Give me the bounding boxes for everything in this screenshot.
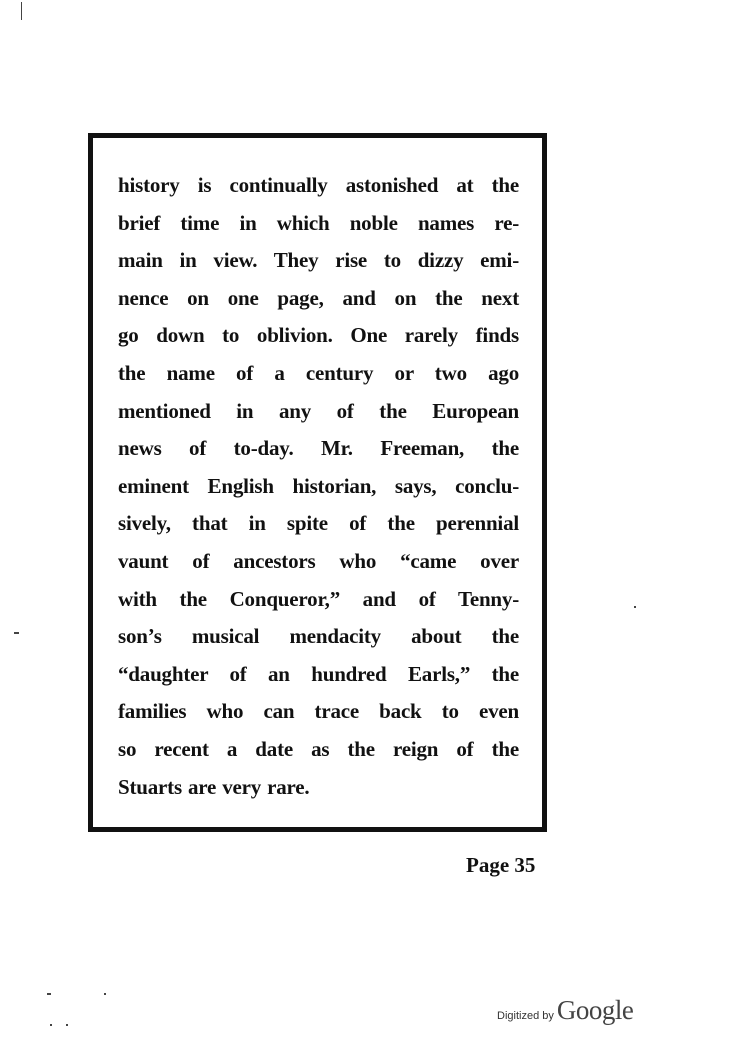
passage-line: eminent English historian, says, conclu- — [118, 473, 519, 498]
passage-line: news of to-day. Mr. Freeman, the — [118, 436, 519, 461]
scan-speck — [14, 632, 19, 634]
passage — [118, 170, 519, 809]
passage-line: so recent a date as the reign of the — [118, 736, 519, 761]
passage-line: nence on one page, and on the next — [118, 285, 519, 310]
passage-line: mentioned in any of the European — [118, 398, 519, 423]
passage-line: “daughter of an hundred Earls,” the — [118, 661, 519, 686]
page-number: Page 35 — [466, 853, 536, 877]
passage-line: main in view. They rise to dizzy emi- — [118, 248, 519, 273]
scan-speck — [50, 1024, 52, 1026]
scan-speck — [21, 2, 22, 20]
passage-line: Stuarts are very rare. — [118, 774, 310, 799]
passage-line: the name of a century or two ago — [118, 360, 519, 385]
scan-speck — [66, 1024, 68, 1026]
text-frame — [88, 133, 547, 832]
passage-line: son’s musical mendacity about the — [118, 624, 519, 649]
passage-line: with the Conqueror,” and of Tenny- — [118, 586, 519, 611]
passage-line: brief time in which noble names re- — [118, 210, 519, 235]
passage-line: go down to oblivion. One rarely finds — [118, 323, 519, 348]
digitized-watermark — [497, 995, 633, 1026]
passage-line: sively, that in spite of the perennial — [118, 511, 519, 536]
google-logo: Google — [556, 995, 634, 1025]
passage-line: history is continually astonished at the — [118, 173, 519, 197]
scan-speck — [634, 606, 636, 608]
digitized-label: Digitized by — [497, 1010, 554, 1022]
scan-speck — [104, 993, 106, 995]
passage-line: vaunt of ancestors who “came over — [118, 548, 519, 573]
scan-speck — [47, 993, 51, 995]
passage-line: families who can trace back to even — [118, 699, 519, 724]
